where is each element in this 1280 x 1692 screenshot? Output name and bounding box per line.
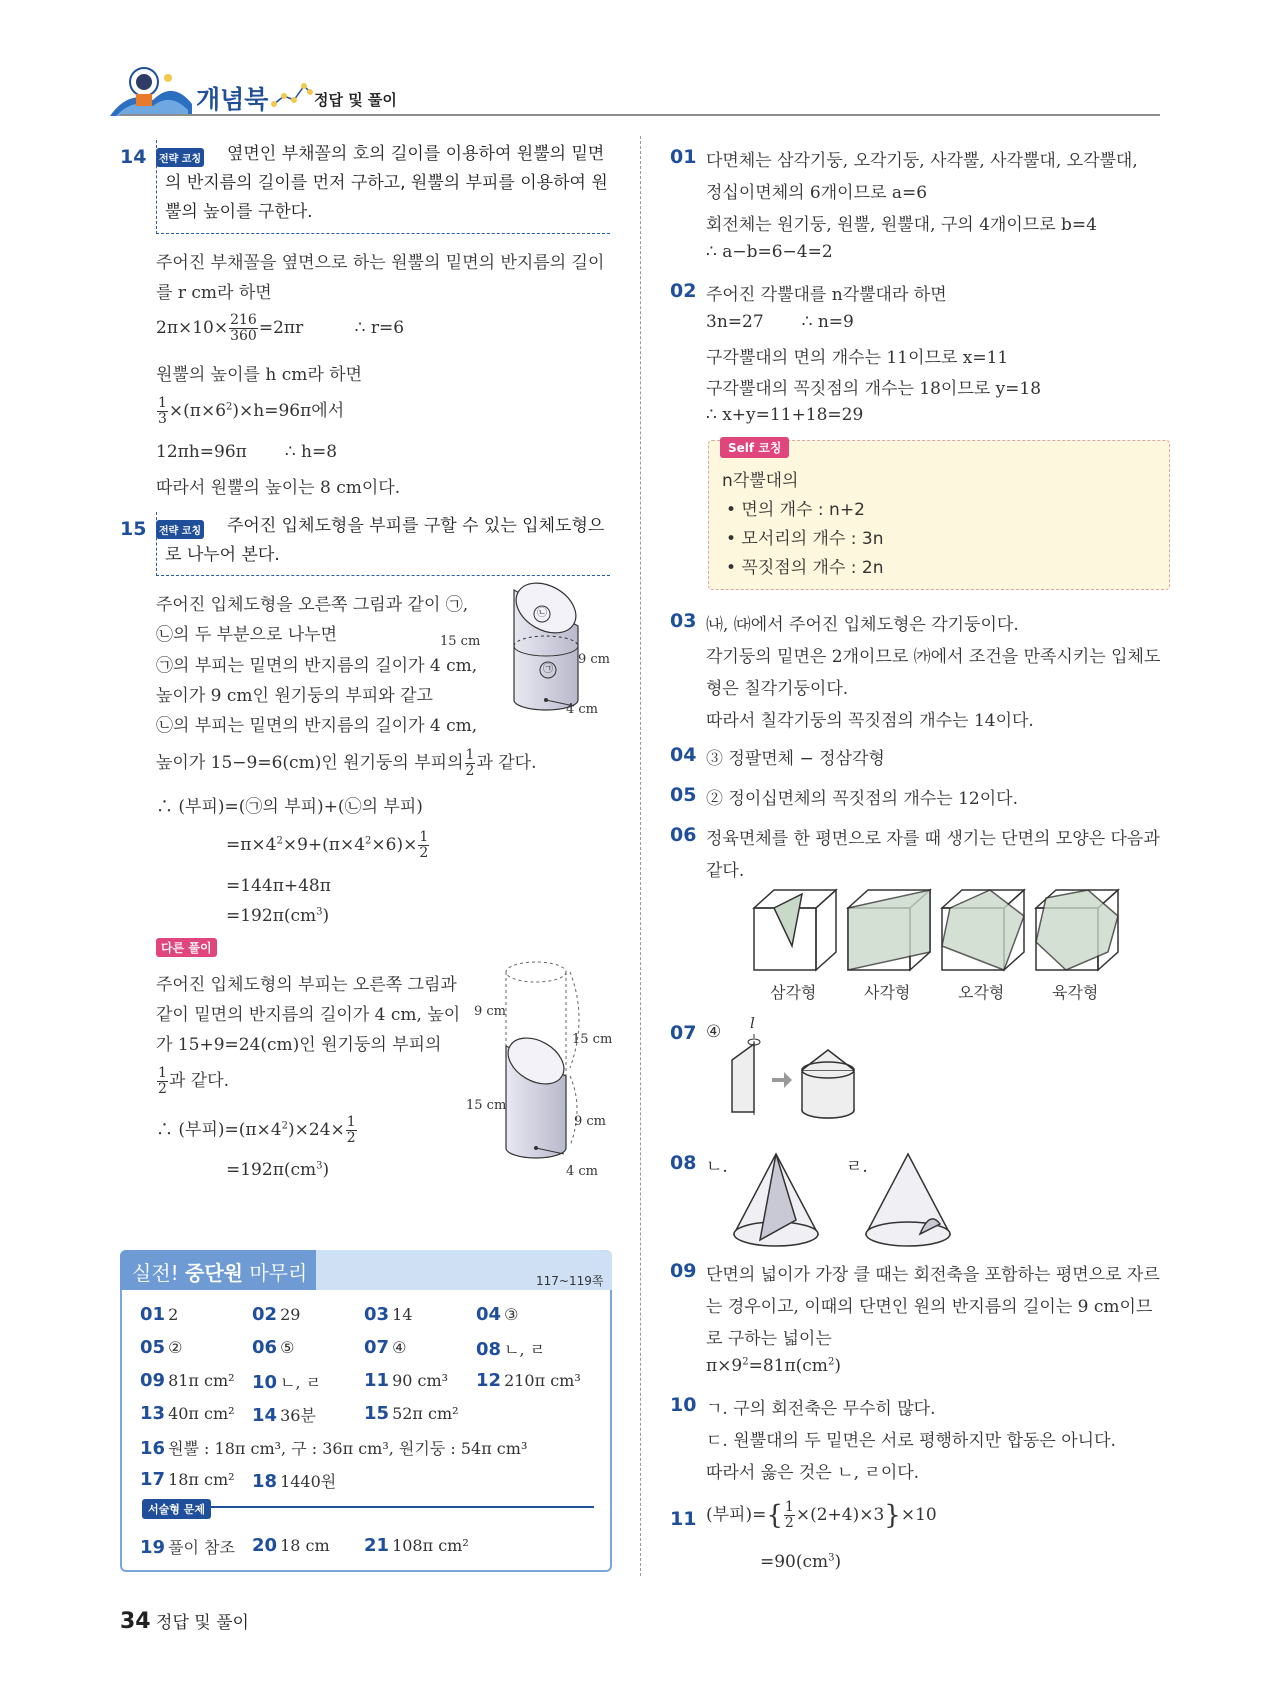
cone-sections-figure — [730, 1150, 970, 1250]
answer-item — [364, 1370, 448, 1391]
coach-line: 옆면인 부채꼴의 호의 길이를 이용하여 원뿔의 밑면 — [227, 144, 605, 164]
answer-value: ③ — [504, 1305, 519, 1324]
denominator: 2 — [465, 763, 475, 779]
answer-item — [140, 1304, 178, 1325]
solution-line: 정육면체를 한 평면으로 자를 때 생기는 단면의 모양은 다음과 — [706, 829, 1160, 849]
answer-value: ⑤ — [280, 1338, 295, 1357]
answer-number: 11 — [364, 1370, 390, 1391]
equation: $=192\pi(cm^3)$ — [226, 906, 330, 926]
solution-line: ㈏, ㈐에서 주어진 입체도형은 각기둥이다. — [706, 615, 1019, 635]
answer-item — [252, 1370, 321, 1393]
answer-value: 40π cm² — [168, 1404, 235, 1423]
answer-value: 81π cm² — [168, 1371, 235, 1390]
eq-part: 12πh=96π — [156, 442, 247, 462]
question-number: 03 — [670, 610, 697, 632]
answer-value: 원뿔 : 18π cm³, 구 : 36π cm³, 원기둥 : 54π cm³ — [168, 1439, 528, 1458]
eq-part: ) — [322, 906, 330, 926]
dim-label: 4 cm — [566, 702, 599, 717]
region-label: ㉡ — [537, 608, 547, 619]
answer-value: ④ — [392, 1338, 407, 1357]
denominator: 2 — [346, 1130, 356, 1146]
solution-line: ② 정이십면체의 꼭짓점의 개수는 12이다. — [706, 789, 1018, 809]
solution-line: 각기둥의 밑면은 2개이므로 ㈎에서 조건을 만족시키는 입체도 — [706, 647, 1161, 667]
fraction — [346, 1115, 357, 1146]
solution-line: 는 경우이고, 이때의 단면인 원의 반지름의 길이는 9 cm이므 — [706, 1297, 1153, 1317]
solution-line: 주어진 각뿔대를 n각뿔대라 하면 — [706, 285, 947, 305]
answer-number: 21 — [364, 1535, 390, 1556]
equation: $=192\pi(cm^3)$ — [226, 1160, 330, 1180]
title-part: 중단원 — [185, 1261, 243, 1285]
header-rule — [120, 114, 1160, 116]
question-number: 08 — [670, 1152, 697, 1174]
denominator: 2 — [158, 1081, 167, 1097]
equation: $=90(cm^3)$ — [760, 1552, 842, 1572]
eq-part: ×9+(π×4 — [282, 835, 366, 855]
question-number: 15 — [120, 518, 147, 540]
header-subtitle: 정답 및 풀이 — [314, 91, 397, 109]
strategy-coaching — [156, 140, 610, 234]
answer-number: 05 — [140, 1337, 166, 1358]
solution-line: ㉡의 부피는 밑면의 반지름의 길이가 4 cm, — [156, 716, 478, 736]
answer-value: 18 cm — [280, 1536, 330, 1555]
answer-item — [252, 1469, 336, 1492]
answer-value: 1440원 — [280, 1472, 337, 1491]
strategy-badge: 전략 코칭 — [156, 520, 204, 539]
axis-label: l — [750, 1014, 755, 1032]
solution-line: ㉡의 두 부분으로 나누면 — [156, 625, 338, 645]
solution-line: ∴ x+y=11+18=29 — [706, 405, 864, 425]
dim-label: 9 cm — [574, 1114, 607, 1129]
answer-item — [476, 1337, 545, 1360]
coaching-line: • 면의 개수 : n+2 — [726, 500, 865, 520]
answer-value: 2 — [168, 1305, 179, 1324]
eq-part: ∴ (부피)=(π×4 — [156, 1120, 282, 1140]
answer-value: 29 — [280, 1305, 301, 1324]
eq-part: (부피)= — [706, 1505, 767, 1525]
eq-part: =192π(cm — [226, 906, 317, 926]
eq-part: ) — [834, 1552, 842, 1572]
solution-line: 같다. — [706, 861, 745, 881]
solution-line: 따라서 원뿔의 높이는 8 cm이다. — [156, 478, 401, 498]
page-number: 34 — [120, 1609, 151, 1634]
solution-line: 정십이면체의 6개이므로 a=6 — [706, 183, 928, 203]
answer-item — [140, 1337, 182, 1358]
option-label: ㄹ. — [846, 1157, 868, 1177]
strategy-coaching — [156, 512, 610, 576]
solution-line: 따라서 옳은 것은 ㄴ, ㄹ이다. — [706, 1463, 920, 1483]
eq-part: 2π×10× — [156, 318, 229, 338]
option-label: ㄴ. — [706, 1157, 728, 1177]
answer-value: 14 — [392, 1305, 413, 1324]
solution-line: 같이 밑면의 반지름의 길이가 4 cm, 높이 — [156, 1005, 461, 1025]
answer-item — [140, 1436, 527, 1459]
fraction — [229, 313, 258, 344]
answer-number: 18 — [252, 1471, 278, 1492]
answer-value: 52π cm² — [392, 1404, 459, 1423]
eq-part: 3n=27 — [706, 312, 764, 332]
eq-part: 높이가 15−9=6(cm)인 원기둥의 부피의 — [156, 753, 464, 773]
answer-value: ㄴ, ㄹ — [280, 1373, 322, 1392]
coaching-line: • 모서리의 개수 : 3n — [726, 529, 884, 549]
equation: $\pi\times 9^2=81\pi(cm^2)$ — [706, 1356, 841, 1376]
page-footer — [120, 1608, 249, 1634]
question-number: 05 — [670, 784, 697, 806]
section-caption: 오각형 — [958, 983, 1005, 1002]
coaching-line: • 꼭짓점의 개수 : 2n — [726, 558, 884, 578]
answer-number: 15 — [364, 1403, 390, 1424]
solution-line: 형은 칠각기둥이다. — [706, 679, 849, 699]
title-part: 마무리 — [249, 1261, 308, 1285]
eq-part: ×6)× — [371, 835, 418, 855]
solution-line: 로 구하는 넓이는 — [706, 1329, 832, 1349]
strategy-badge: 전략 코칭 — [156, 148, 204, 167]
answer-value: ② — [168, 1338, 183, 1357]
solution-line: 를 r cm라 하면 — [156, 283, 272, 303]
constellation-icon — [270, 80, 314, 110]
fraction — [418, 830, 429, 861]
eq-part: =π×4 — [226, 835, 277, 855]
answer-number: 07 — [364, 1337, 390, 1358]
revolution-figure — [720, 1030, 860, 1120]
question-number: 04 — [670, 744, 697, 766]
self-coaching-badge: Self 코칭 — [720, 437, 789, 458]
answer-item — [252, 1535, 330, 1556]
section-caption: 육각형 — [1052, 983, 1099, 1002]
solution-line: 가 15+9=24(cm)인 원기둥의 부피의 — [156, 1035, 442, 1055]
numerator: 1 — [465, 747, 475, 763]
answer-number: 14 — [252, 1405, 278, 1426]
eq-part: π×9 — [706, 1356, 743, 1376]
solution-line: ∴ a−b=6−4=2 — [706, 242, 833, 262]
coaching-line: n각뿔대의 — [722, 471, 799, 491]
answer-number: 19 — [140, 1537, 166, 1558]
doubled-cylinder-figure — [480, 958, 613, 1168]
answer-item — [252, 1337, 294, 1358]
dim-label: 9 cm — [474, 1004, 507, 1019]
answer-number: 17 — [140, 1469, 166, 1490]
solution-line: 회전체는 원기둥, 원뿔, 원뿔대, 구의 4개이므로 b=4 — [706, 215, 1097, 235]
denominator: 3 — [158, 411, 167, 427]
fraction — [157, 1066, 168, 1097]
answer-number: 13 — [140, 1403, 166, 1424]
answer-item — [476, 1304, 518, 1325]
coach-line: 주어진 입체도형을 부피를 구할 수 있는 입체도형으 — [227, 516, 605, 536]
solution-line: ㄷ. 원뿔대의 두 밑면은 서로 평행하지만 합동은 아니다. — [706, 1431, 1116, 1451]
coach-line: 로 나누어 본다. — [165, 545, 280, 565]
eq-part: )×24× — [288, 1120, 345, 1140]
answer-number: 16 — [140, 1438, 166, 1459]
eq-part: ×(π×6 — [168, 401, 227, 421]
eq-part: =192π(cm — [226, 1160, 317, 1180]
eq-part: ×10 — [900, 1505, 937, 1525]
title-part: 실전! — [132, 1261, 179, 1285]
answer-value: ㄴ, ㄹ — [504, 1340, 546, 1359]
column-separator — [640, 136, 641, 1576]
answer-number: 04 — [476, 1304, 502, 1325]
answer-number: 06 — [252, 1337, 278, 1358]
eq-part: =81π(cm — [748, 1356, 828, 1376]
answer-value: 210π cm³ — [504, 1371, 581, 1390]
equation — [156, 748, 537, 779]
summary-title — [132, 1257, 307, 1286]
solution-line: 주어진 입체도형을 오른쪽 그림과 같이 ㉠, — [156, 595, 469, 615]
question-number: 09 — [670, 1260, 697, 1282]
solution-line: ④ — [706, 1022, 722, 1042]
cut-cylinder-figure — [470, 580, 610, 720]
answer-item — [364, 1403, 459, 1424]
equation: =144π+48π — [226, 876, 331, 896]
equation: ∴ (부피)$=(\pi\times 4^2)\times 24\times$ $\frac{1}{2}$ — [156, 1114, 356, 1146]
dim-label: 15 cm — [572, 1032, 613, 1047]
answer-value: 36분 — [280, 1406, 316, 1425]
section-caption: 삼각형 — [770, 983, 817, 1002]
numerator: 1 — [158, 395, 167, 411]
dim-label: 15 cm — [440, 634, 481, 649]
answer-item — [252, 1403, 316, 1426]
eq-part: ∴ r=6 — [354, 318, 405, 338]
question-number: 11 — [670, 1508, 697, 1530]
numerator: 216 — [230, 312, 257, 328]
equation — [156, 1066, 229, 1097]
solution-line: ③ 정팔면체 − 정삼각형 — [706, 749, 885, 769]
numerator: 1 — [158, 1065, 167, 1081]
dim-label: 9 cm — [578, 652, 611, 667]
coach-line: 뿔의 높이를 구한다. — [165, 202, 313, 222]
solution-line: 구각뿔대의 꼭짓점의 개수는 18이므로 y=18 — [706, 379, 1042, 399]
solution-line: ∴ (부피)=(㉠의 부피)+(㉡의 부피) — [156, 797, 423, 817]
eq-part: ∴ n=9 — [801, 312, 854, 332]
region-label: ㉠ — [543, 664, 553, 675]
summary-pages: 117~119쪽 — [536, 1274, 604, 1288]
answer-number: 08 — [476, 1339, 502, 1360]
numerator: 1 — [784, 1499, 794, 1515]
fraction — [784, 1500, 795, 1531]
answer-value: 18π cm² — [168, 1470, 235, 1489]
dim-label: 15 cm — [466, 1098, 507, 1113]
eq-part: 과 같다. — [476, 753, 537, 773]
answer-number: 09 — [140, 1370, 166, 1391]
astronaut-icon — [108, 60, 194, 118]
eq-part: =2πr — [258, 318, 304, 338]
answer-item — [364, 1337, 406, 1358]
answer-value: 90 cm³ — [392, 1371, 449, 1390]
denominator: 2 — [784, 1515, 794, 1531]
answer-item — [364, 1535, 469, 1556]
solution-line: 구각뿔대의 면의 개수는 11이므로 x=11 — [706, 348, 1009, 368]
eq-part: ) — [834, 1356, 841, 1376]
solution-line: 다면체는 삼각기둥, 오각기둥, 사각뿔, 사각뿔대, 오각뿔대, — [706, 151, 1138, 171]
question-number: 06 — [670, 824, 697, 846]
cube-sections-figure — [750, 886, 1120, 976]
numerator: 1 — [346, 1114, 356, 1130]
equation — [156, 442, 337, 462]
eq-part: )×h=96π에서 — [232, 401, 345, 421]
denominator: 2 — [419, 845, 429, 861]
eq-part: ×(2+4)×3 — [795, 1505, 885, 1525]
equation: $\frac{1}{3}$ $\times(\pi\times 6^2)\times h=96\pi$에서 — [158, 395, 345, 427]
answer-item — [140, 1469, 235, 1490]
footer-label: 정답 및 풀이 — [156, 1613, 249, 1633]
answer-item — [252, 1304, 300, 1325]
coach-line: 의 반지름의 길이를 먼저 구하고, 원뿔의 부피를 이용하여 원 — [165, 173, 608, 193]
answer-item — [364, 1304, 412, 1325]
solution-line: 주어진 입체도형의 부피는 오른쪽 그림과 — [156, 975, 457, 995]
denominator: 360 — [230, 328, 257, 344]
header-title: 개념북 — [196, 85, 269, 114]
answer-value: 풀이 참조 — [168, 1538, 235, 1557]
eq-part: ∴ h=8 — [284, 442, 338, 462]
question-number: 02 — [670, 280, 697, 302]
solution-line: ㄱ. 구의 회전축은 무수히 많다. — [706, 1399, 936, 1419]
question-number: 01 — [670, 146, 697, 168]
section-caption: 사각형 — [864, 983, 911, 1002]
essay-badge: 서술형 문제 — [142, 1499, 211, 1519]
solution-line: 단면의 넓이가 가장 클 때는 회전축을 포함하는 평면으로 자르 — [706, 1265, 1160, 1285]
eq-part: ) — [322, 1160, 330, 1180]
question-number: 07 — [670, 1022, 697, 1044]
eq-part: 과 같다. — [168, 1071, 229, 1091]
equation — [156, 313, 404, 344]
answer-number: 10 — [252, 1372, 278, 1393]
alt-solution-badge: 다른 풀이 — [156, 938, 217, 957]
dim-label: 4 cm — [566, 1164, 599, 1179]
equation: $=\pi\times 4^2\times 9+(\pi\times 4^2\times 6)\times$ $\frac{1}{2}$ — [226, 829, 429, 861]
answer-number: 12 — [476, 1370, 502, 1391]
numerator: 1 — [419, 829, 429, 845]
answer-value: 108π cm² — [392, 1536, 469, 1555]
answer-item — [140, 1535, 235, 1558]
answer-number: 03 — [364, 1304, 390, 1325]
answer-number: 01 — [140, 1304, 166, 1325]
answer-item — [476, 1370, 581, 1391]
answer-number: 20 — [252, 1535, 278, 1556]
fraction — [465, 748, 476, 779]
answer-item — [140, 1370, 235, 1391]
question-number: 10 — [670, 1394, 697, 1416]
solution-line: 따라서 칠각기둥의 꼭짓점의 개수는 14이다. — [706, 711, 1034, 731]
answer-item — [140, 1403, 235, 1424]
answer-number: 02 — [252, 1304, 278, 1325]
equation — [706, 312, 854, 332]
equation: (부피)={ $\frac{1}{2}$ ×(2+4)×3}×10 — [706, 1499, 937, 1531]
eq-part: =90(cm — [760, 1552, 829, 1572]
solution-line: 높이가 9 cm인 원기둥의 부피와 같고 — [156, 686, 433, 706]
solution-line: ㉠의 부피는 밑면의 반지름의 길이가 4 cm, — [156, 656, 478, 676]
solution-line: 원뿔의 높이를 h cm라 하면 — [156, 365, 363, 385]
question-number: 14 — [120, 146, 147, 168]
fraction — [157, 396, 168, 427]
solution-line: 주어진 부채꼴을 옆면으로 하는 원뿔의 밑면의 반지름의 길이 — [156, 253, 605, 273]
